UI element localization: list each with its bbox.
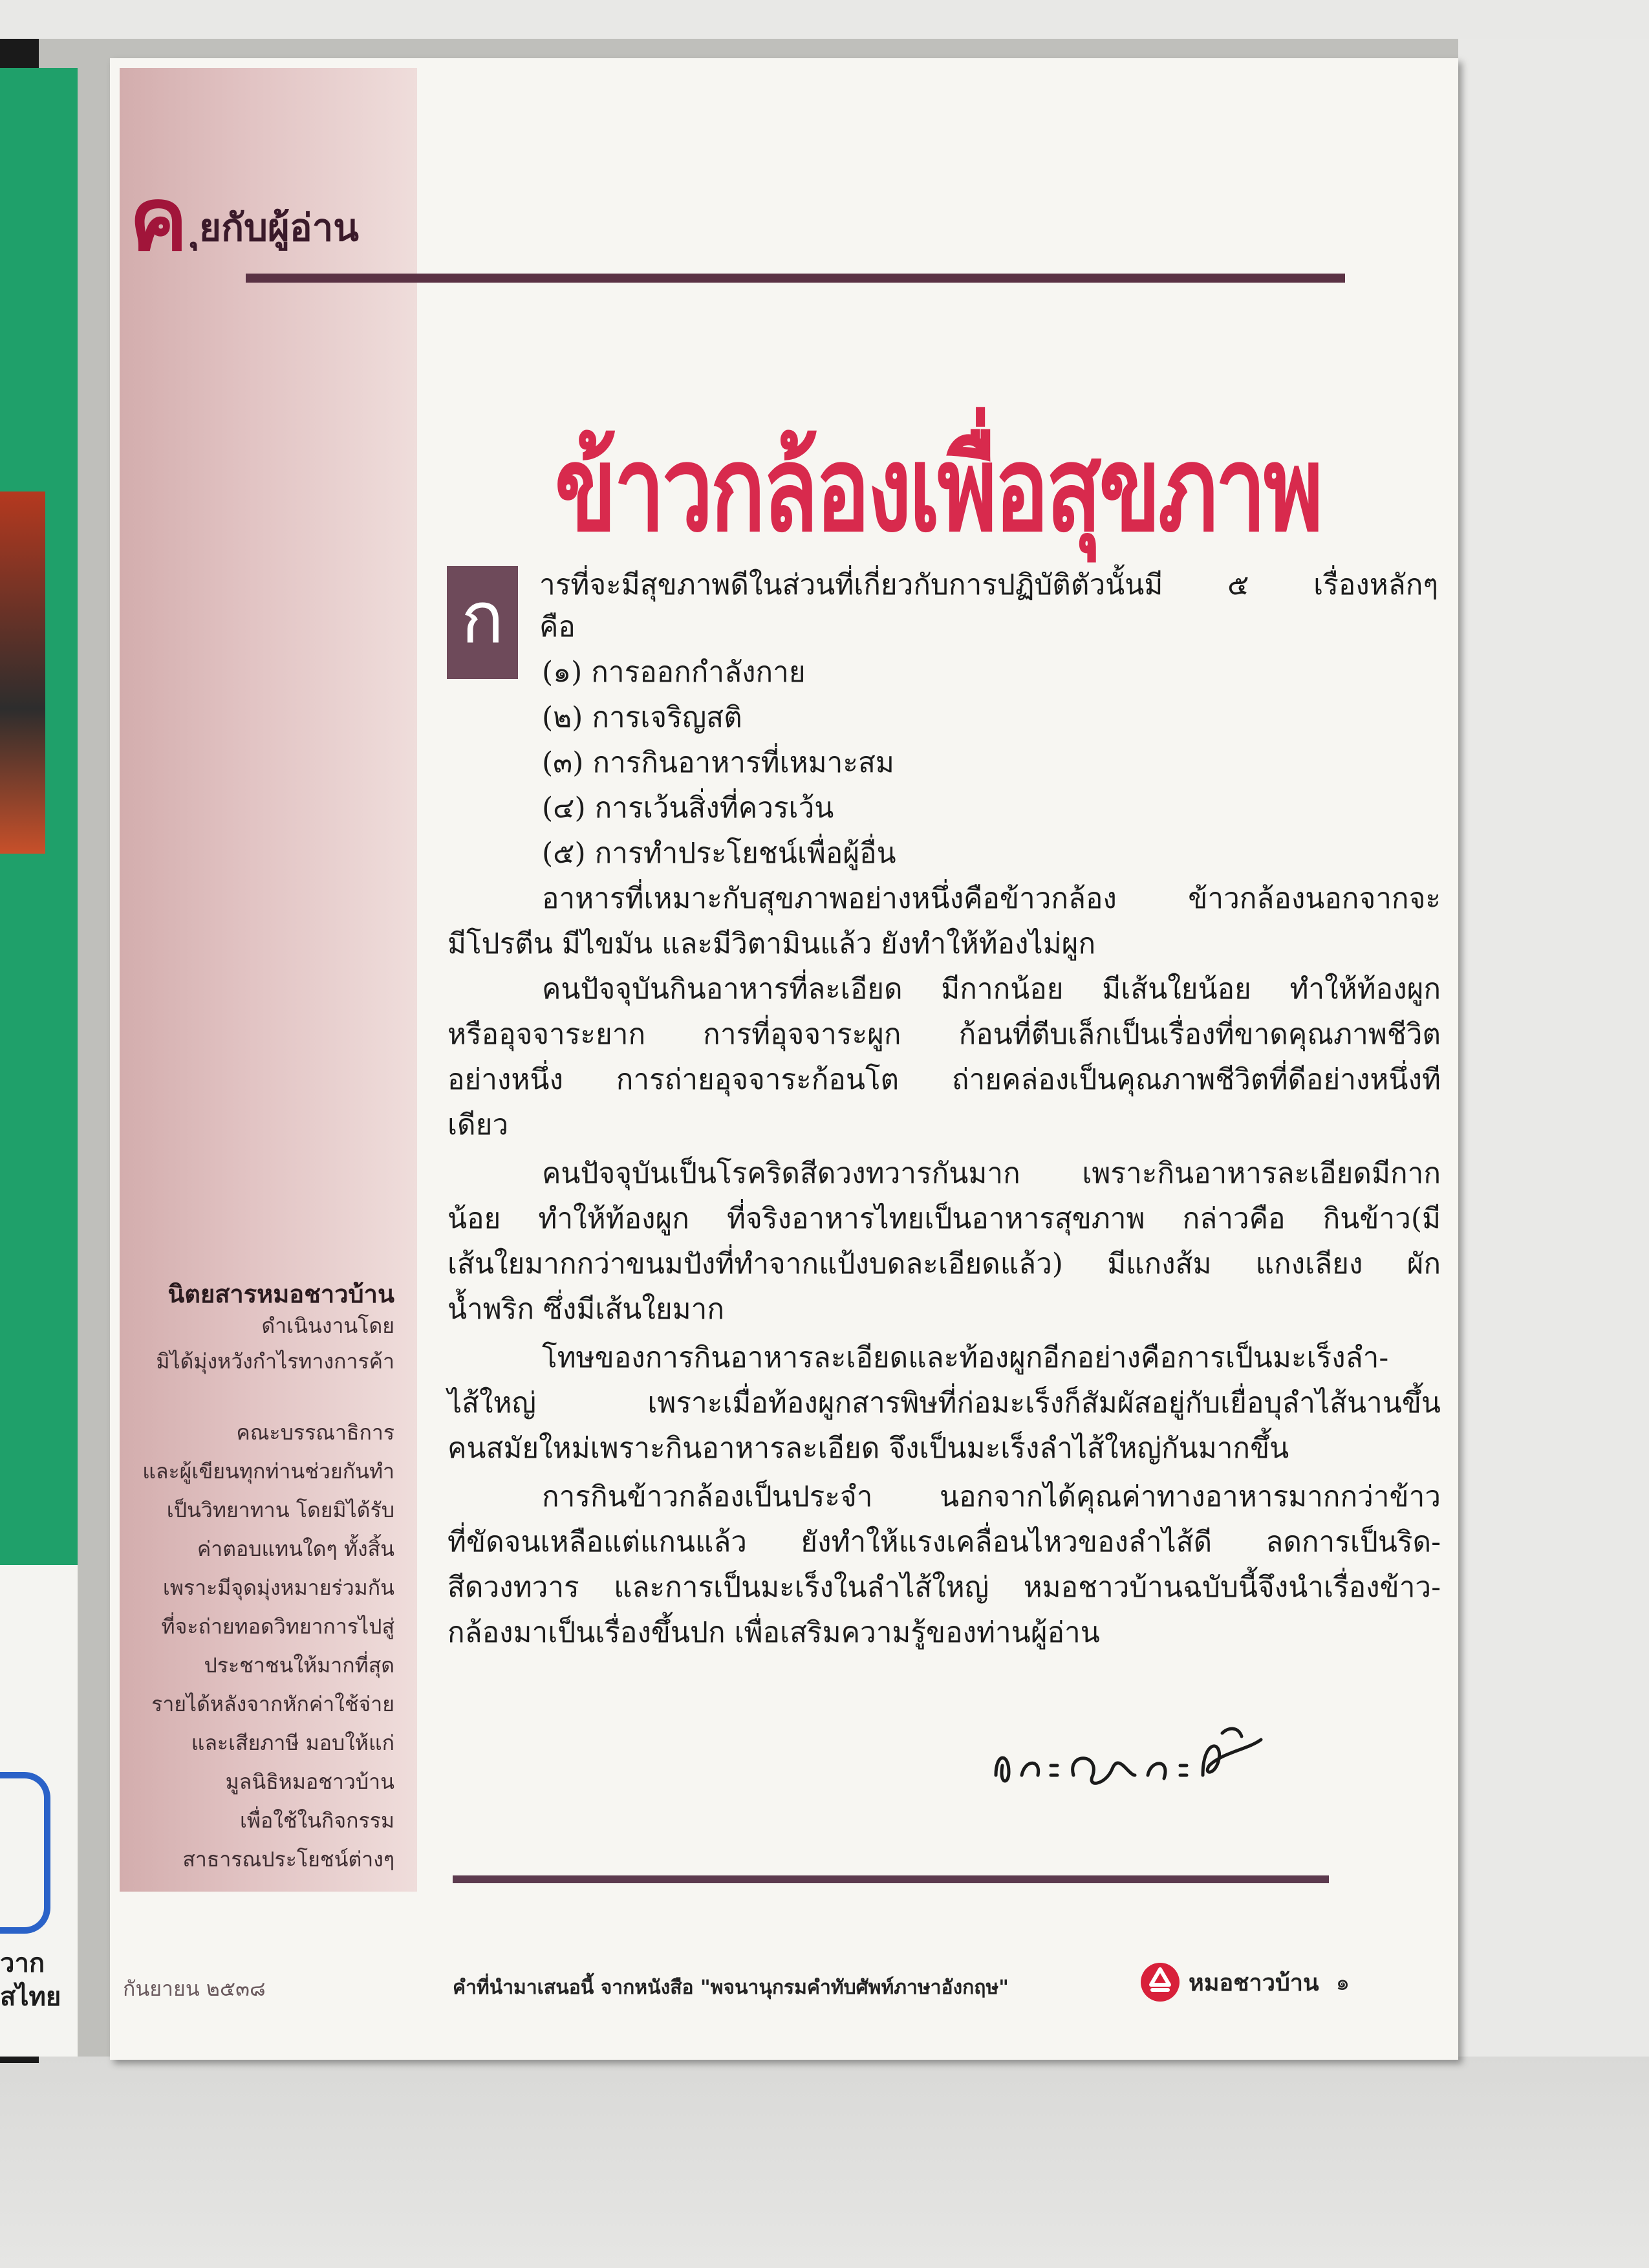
- brand-name: หมอชาวบ้าน: [1189, 1969, 1319, 1996]
- cover-art-fragment: [0, 491, 45, 854]
- paragraph-line: กล้องมาเป็นเรื่องขึ้นปก เพื่อเสริมความรู้ของท่านผู้อ่าน: [447, 1616, 1100, 1649]
- source-credit: คำที่นำมาเสนอนี้ จากหนังสือ "พจนานุกรมคำทับศัพท์ภาษาอังกฤษ": [453, 1976, 1009, 1999]
- intro-line-2: คือ: [539, 610, 576, 643]
- cover-fragment-line1: วาก: [0, 1949, 45, 1978]
- sidebar-body-line: มูลนิธิหมอชาวบ้าน: [225, 1769, 394, 1794]
- paragraph-line: เดียว: [447, 1108, 509, 1141]
- header-rule: [246, 274, 1345, 283]
- sidebar-title: นิตยสารหมอชาวบ้าน: [167, 1280, 394, 1308]
- page-number: ๑: [1335, 1970, 1350, 1996]
- paragraph-line: น้ำพริก ซึ่งมีเส้นใยมาก: [447, 1293, 724, 1326]
- sidebar-body-line: และเสียภาษี มอบให้แก่: [191, 1731, 394, 1755]
- section-name: ุยกับผู้อ่าน: [199, 206, 359, 250]
- signature: [989, 1714, 1300, 1798]
- list-item-5: (๕) การทำประโยชน์เพื่อผู้อื่น: [542, 837, 896, 870]
- paragraph-line: คนปัจจุบันเป็นโรคริดสีดวงทวารกันมาก เพราะกินอาหารละเอียดมีกาก: [542, 1157, 1441, 1190]
- cover-fragment-line2: สไทย: [0, 1982, 61, 2012]
- sidebar-subtitle: มิได้มุ่งหวังกำไรทางการค้า: [156, 1349, 394, 1374]
- paragraph-line: อาหารที่เหมาะกับสุขภาพอย่างหนึ่งคือข้าวกล้อง ข้าวกล้องนอกจากจะ: [542, 882, 1441, 915]
- paragraph-line: เส้นใยมากกว่าขนมปังที่ทำจากแป้งบดละเอียดแล้ว) มีแกงส้ม แกงเลียง ผัก: [447, 1247, 1441, 1280]
- paragraph-line: อย่างหนึ่ง การถ่ายอุจจาระก้อนโต ถ่ายคล่องเป็นคุณภาพชีวิตที่ดีอย่างหนึ่งที: [447, 1063, 1441, 1096]
- paragraph-line: ที่ขัดจนเหลือแต่แกนแล้ว ยังทำให้แรงเคลื่อนไหวของลำไส้ดี ลดการเป็นริด-: [447, 1526, 1441, 1559]
- scan-bottom-margin: [0, 2057, 1649, 2268]
- list-item-1: (๑) การออกกำลังกาย: [542, 656, 806, 689]
- paragraph-line: โทษของการกินอาหารละเอียดและท้องผูกอีกอย่างคือการเป็นมะเร็งลำ-: [542, 1341, 1389, 1374]
- footer-brand: [1138, 1960, 1350, 2005]
- footer-rule: [453, 1875, 1329, 1883]
- sidebar-body-line: ที่จะถ่ายทอดวิทยาการไปสู่: [161, 1614, 394, 1639]
- list-item-3: (๓) การกินอาหารที่เหมาะสม: [542, 746, 894, 779]
- sidebar-body-line: เป็นวิทยาทาน โดยมิได้รับ: [166, 1498, 394, 1522]
- sidebar-body-line: เพราะมีจุดมุ่งหมายร่วมกัน: [162, 1575, 394, 1600]
- cover-text-fragment: [0, 1947, 84, 2014]
- intro-line-1: ารที่จะมีสุขภาพดีในส่วนที่เกี่ยวกับการปฏิบัติตัวนั้นมี ๕ เรื่องหลักๆ: [539, 568, 1438, 601]
- sidebar-body-line: เพื่อใช้ในกิจกรรม: [239, 1808, 394, 1833]
- paragraph-line: การกินข้าวกล้องเป็นประจำ นอกจากได้คุณค่าทางอาหารมากกว่าข้าว: [542, 1480, 1441, 1513]
- scan-right-margin: [1458, 39, 1649, 2063]
- section-header: [129, 171, 1345, 281]
- paragraph-line: ไส้ใหญ่ เพราะเมื่อท้องผูกสารพิษที่ก่อมะเร็งก็สัมผัสอยู่กับเยื่อบุลำไส้นานขึ้น: [447, 1387, 1441, 1420]
- recycle-icon: [1138, 1960, 1182, 2004]
- paragraph-line: มีโปรตีน มีไขมัน และมีวิตามินแล้ว ยังทำให้ท้องไม่ผูก: [447, 927, 1096, 960]
- drop-cap: ก: [447, 566, 518, 679]
- article-title: ข้าวกล้องเพื่อสุขภาพ: [554, 421, 1321, 559]
- issue-date: กันยายน ๒๕๓๘: [123, 1976, 266, 2001]
- sidebar-body-line: สาธารณประโยชน์ต่างๆ: [182, 1847, 394, 1872]
- list-item-2: (๒) การเจริญสติ: [542, 701, 742, 734]
- sidebar-body-line: คณะบรรณาธิการ: [236, 1420, 394, 1445]
- sidebar-body-line: รายได้หลังจากหักค่าใช้จ่าย: [151, 1692, 394, 1716]
- paragraph-line: สีดวงทวาร และการเป็นมะเร็งในลำไส้ใหญ่ หมอชาวบ้านฉบับนี้จึงนำเรื่องข้าว-: [447, 1571, 1441, 1604]
- magazine-page: [110, 58, 1458, 2060]
- paragraph-line: คนปัจจุบันกินอาหารที่ละเอียด มีกากน้อย มีเส้นใยน้อย ทำให้ท้องผูก: [542, 973, 1441, 1006]
- cover-logo-icon: [0, 1772, 50, 1934]
- sidebar-body-line: ประชาชนให้มากที่สุด: [204, 1653, 394, 1678]
- paragraph-line: น้อย ทำให้ท้องผูก ที่จริงอาหารไทยเป็นอาหารสุขภาพ กล่าวคือ กินข้าว(มี: [447, 1202, 1441, 1235]
- sidebar-subtitle: ดำเนินงานโดย: [261, 1313, 394, 1338]
- paragraph-line: คนสมัยใหม่เพราะกินอาหารละเอียด จึงเป็นมะเร็งลำไส้ใหญ่กันมากขึ้น: [447, 1432, 1289, 1465]
- list-item-4: (๔) การเว้นสิ่งที่ควรเว้น: [542, 792, 834, 825]
- sidebar-body-line: ค่าตอบแทนใดๆ ทั้งสิ้น: [197, 1537, 394, 1561]
- scan-top-margin: [0, 0, 1649, 39]
- section-initial: ค: [129, 169, 188, 270]
- paragraph-line: หรืออุจจาระยาก การที่อุจจาระผูก ก้อนที่ตีบเล็กเป็นเรื่องที่ขาดคุณภาพชีวิต: [447, 1018, 1441, 1051]
- sidebar-body-line: และผู้เขียนทุกท่านช่วยกันทำ: [142, 1459, 394, 1484]
